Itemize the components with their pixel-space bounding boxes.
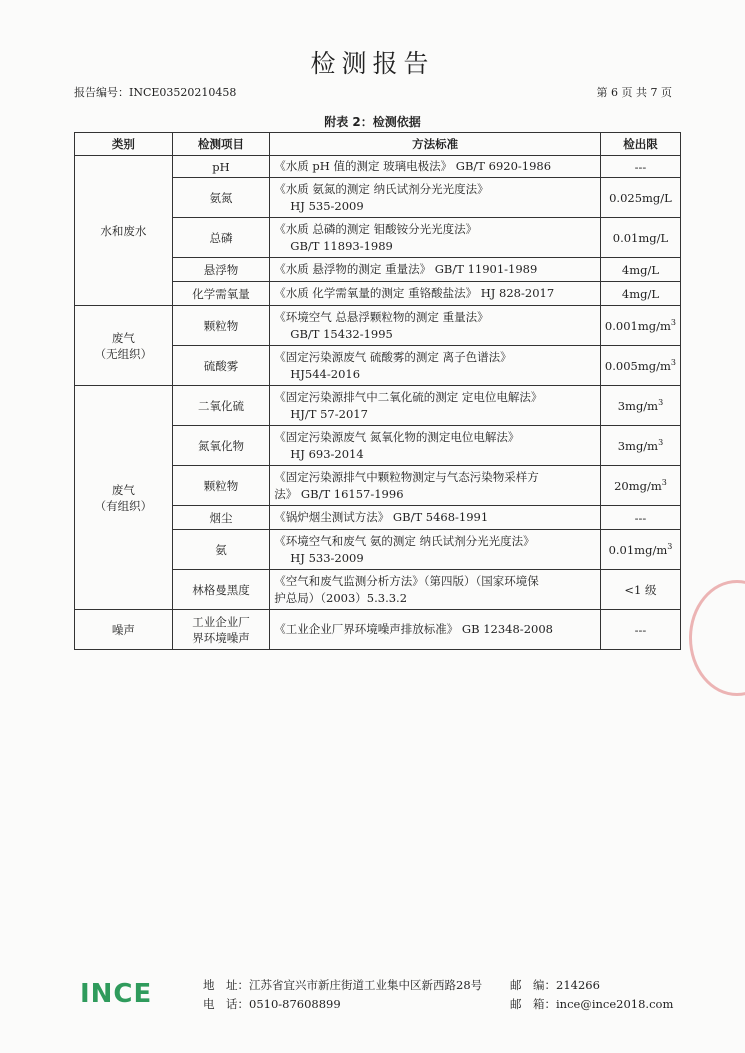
method-line: 《水质 总磷的测定 钼酸铵分光光度法》 [274, 221, 478, 236]
method-cell [270, 570, 601, 610]
footer-address: 地 址：江苏省宜兴市新庄街道工业集中区新西路28号 [203, 978, 483, 992]
limit-cell: --- [600, 156, 680, 178]
footer-postcode: 邮 编：214266 [510, 978, 600, 992]
category-label: 水和废水 [100, 223, 147, 238]
method-line: 《水质 化学需氧量的测定 重铬酸盐法》 HJ 828-2017 [274, 286, 555, 300]
item-cell: 悬浮物 [172, 258, 270, 282]
col-header-category: 类别 [75, 133, 173, 156]
method-line: HJ 533-2009 [290, 550, 364, 565]
limit-unit-sup: 3 [658, 398, 664, 408]
method-cell [270, 156, 601, 178]
method-line: 《固定污染源废气 氮氧化物的测定电位电解法》 [274, 429, 520, 444]
method-line: 《环境空气和废气 氨的测定 纳氏试剂分光光度法》 [274, 533, 535, 548]
document-title: 检测报告 [310, 49, 435, 78]
item-cell: 颗粒物 [172, 466, 270, 506]
table-caption: 附表 2：检测依据 [324, 115, 421, 129]
limit-cell [600, 346, 680, 386]
method-line: 护总局）（2003）5.3.3.2 [274, 590, 408, 605]
limit-value: 3mg/m [617, 398, 659, 413]
method-line: 《工业企业厂界环境噪声排放标准》 GB 12348-2008 [274, 622, 553, 636]
method-cell [270, 306, 601, 346]
footer-contact-right [510, 976, 673, 1014]
item-cell: 氮氧化物 [172, 426, 270, 466]
footer-contact-left [203, 976, 482, 1014]
method-cell [270, 258, 601, 282]
item-cell [172, 610, 270, 650]
method-line: 《空气和废气监测分析方法》（第四版）（国家环境保 [274, 573, 539, 588]
item-cell: 林格曼黑度 [172, 570, 270, 610]
method-cell [270, 178, 601, 218]
limit-value: 20mg/m [614, 478, 662, 493]
limit-cell: --- [600, 506, 680, 530]
limit-value: 0.01mg/m [608, 542, 668, 557]
limit-value: 3mg/m [617, 438, 659, 453]
category-cell: 噪声 [75, 610, 173, 650]
method-line: 《水质 氨氮的测定 纳氏试剂分光光度法》 [274, 181, 489, 196]
limit-cell: 0.025mg/L [600, 178, 680, 218]
seal-stamp [689, 580, 745, 696]
col-header-item: 检测项目 [172, 133, 270, 156]
item-cell: pH [172, 156, 270, 178]
table-row [75, 156, 681, 178]
limit-unit-sup: 3 [658, 438, 664, 448]
item-cell: 氨氮 [172, 178, 270, 218]
limit-unit-sup: 3 [670, 318, 676, 328]
table-header-row [75, 133, 681, 156]
category-label: 废气 [111, 330, 135, 345]
method-line: 《固定污染源排气中二氧化硫的测定 定电位电解法》 [274, 389, 543, 404]
limit-cell: 4mg/L [600, 282, 680, 306]
category-sub-label: （无组织） [94, 346, 153, 361]
method-cell [270, 218, 601, 258]
method-line: 《水质 悬浮物的测定 重量法》 GB/T 11901-1989 [274, 262, 538, 276]
method-cell [270, 282, 601, 306]
limit-value: 0.001mg/m [604, 318, 671, 333]
col-header-limit: 检出限 [600, 133, 680, 156]
method-line: HJ 535-2009 [290, 198, 364, 213]
limit-unit-sup: 3 [670, 358, 676, 368]
method-line: GB/T 11893-1989 [290, 238, 393, 253]
limit-cell [600, 386, 680, 426]
col-header-method: 方法标准 [270, 133, 601, 156]
table-row [75, 610, 681, 650]
limit-cell: 4mg/L [600, 258, 680, 282]
limit-cell [600, 426, 680, 466]
method-cell [270, 506, 601, 530]
category-label: 废气 [111, 482, 135, 497]
footer-email: 邮 箱：ince@ince2018.com [510, 997, 674, 1011]
limit-unit-sup: 3 [661, 478, 667, 488]
method-line: HJ 693-2014 [290, 446, 364, 461]
limit-cell: 0.01mg/L [600, 218, 680, 258]
standards-table [74, 132, 681, 650]
item-cell: 化学需氧量 [172, 282, 270, 306]
category-cell [75, 306, 173, 386]
method-line: 法》 GB/T 16157-1996 [274, 486, 404, 501]
method-cell [270, 610, 601, 650]
method-line: HJ/T 57-2017 [290, 406, 368, 421]
category-cell [75, 156, 173, 306]
item-cell: 硫酸雾 [172, 346, 270, 386]
footer-phone: 电 话：0510-87608899 [203, 997, 341, 1011]
page-info: 第 6 页 共 7 页 [596, 86, 672, 99]
limit-cell [600, 306, 680, 346]
limit-cell [600, 530, 680, 570]
limit-cell [600, 466, 680, 506]
report-number: 报告编号：INCE03520210458 [74, 86, 237, 99]
item-line: 界环境噪声 [192, 630, 250, 645]
table-row [75, 386, 681, 426]
category-sub-label: （有组织） [94, 498, 153, 513]
limit-unit-sup: 3 [667, 542, 673, 552]
limit-value: 0.005mg/m [604, 358, 671, 373]
item-cell: 总磷 [172, 218, 270, 258]
method-line: 《环境空气 总悬浮颗粒物的测定 重量法》 [274, 309, 489, 324]
method-line: 《固定污染源废气 硫酸雾的测定 离子色谱法》 [274, 349, 512, 364]
table-row [75, 306, 681, 346]
limit-cell: <1 级 [600, 570, 680, 610]
method-line: GB/T 15432-1995 [290, 326, 393, 341]
category-cell [75, 386, 173, 610]
limit-cell: --- [600, 610, 680, 650]
method-cell [270, 530, 601, 570]
item-cell: 烟尘 [172, 506, 270, 530]
company-logo: INCE [80, 979, 153, 1009]
method-line: 《水质 pH 值的测定 玻璃电极法》 GB/T 6920-1986 [274, 159, 552, 173]
method-cell [270, 346, 601, 386]
method-cell [270, 466, 601, 506]
method-line: HJ544-2016 [290, 366, 361, 381]
method-cell [270, 386, 601, 426]
method-cell [270, 426, 601, 466]
method-line: 《锅炉烟尘测试方法》 GB/T 5468-1991 [274, 510, 489, 524]
item-cell: 颗粒物 [172, 306, 270, 346]
method-line: 《固定污染源排气中颗粒物测定与气态污染物采样方 [274, 469, 539, 484]
item-cell: 氨 [172, 530, 270, 570]
item-cell: 二氧化硫 [172, 386, 270, 426]
item-line: 工业企业厂 [192, 614, 250, 629]
